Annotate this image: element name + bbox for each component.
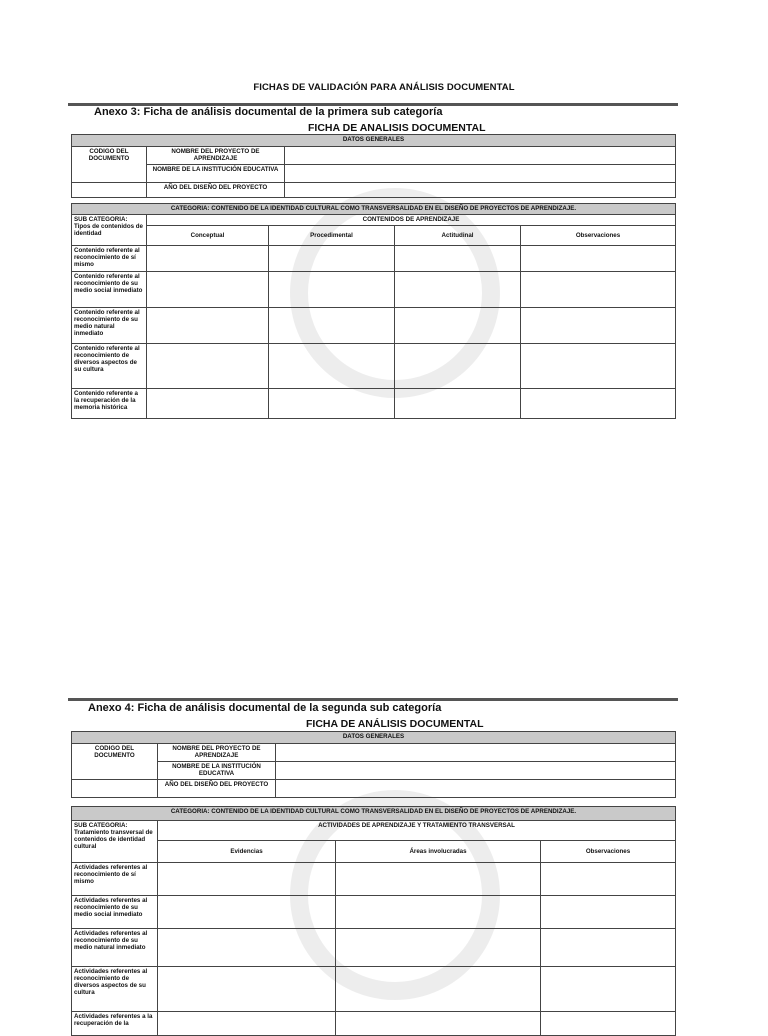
table-cell[interactable] [521, 308, 676, 344]
table-cell[interactable] [336, 967, 541, 1012]
table-cell[interactable] [395, 344, 521, 389]
annex3-title: Anexo 3: Ficha de análisis documental de la primera sub categoría [94, 106, 443, 118]
annex4-actividades-table [71, 806, 676, 1036]
row-label: Contenido referente al reconocimiento de su medio natural inmediato [72, 308, 147, 344]
row-label: Actividades referentes al reconocimiento de su medio natural inmediato [72, 929, 158, 967]
field-value[interactable] [276, 744, 676, 762]
table-cell[interactable] [269, 308, 395, 344]
table-row [72, 389, 676, 419]
table-cell[interactable] [336, 863, 541, 896]
table-cell[interactable] [158, 967, 336, 1012]
field-value[interactable] [276, 762, 676, 780]
table-cell[interactable] [147, 389, 269, 419]
annex3-contenidos-table [71, 203, 676, 419]
codigo-documento-value[interactable] [72, 780, 158, 798]
column-header-observaciones: Observaciones [521, 226, 676, 246]
table-cell[interactable] [147, 272, 269, 308]
table-cell[interactable] [269, 389, 395, 419]
annex4-ficha-title: FICHA DE ANÁLISIS DOCUMENTAL [306, 718, 484, 730]
row-label: Actividades referentes al reconocimiento de sí mismo [72, 863, 158, 896]
field-value[interactable] [276, 780, 676, 798]
datos-generales-header: DATOS GENERALES [72, 135, 676, 147]
row-label: Actividades referentes al reconocimiento de su medio social inmediato [72, 896, 158, 929]
field-label: AÑO DEL DISEÑO DEL PROYECTO [147, 183, 285, 198]
row-label: Actividades referentes al reconocimiento de diversos aspectos de su cultura [72, 967, 158, 1012]
table-cell[interactable] [336, 929, 541, 967]
actividades-header: ACTIVIDADES DE APRENDIZAJE Y TRATAMIENTO TRANSVERSAL [158, 821, 676, 841]
field-label: NOMBRE DE LA INSTITUCIÓN EDUCATIVA [147, 165, 285, 183]
field-label: NOMBRE DEL PROYECTO DE APRENDIZAJE [158, 744, 276, 762]
field-value[interactable] [285, 165, 676, 183]
categoria-header: CATEGORIA: CONTENIDO DE LA IDENTIDAD CULTURAL COMO TRANSVERSALIDAD EN EL DISEÑO DE PROYECTOS DE APRENDIZAJE. [72, 204, 676, 215]
table-row [72, 863, 676, 896]
column-header-evidencias: Evidencias [158, 841, 336, 863]
table-cell[interactable] [147, 308, 269, 344]
table-row [72, 967, 676, 1012]
table-row [72, 272, 676, 308]
table-cell[interactable] [395, 308, 521, 344]
page-title: FICHAS DE VALIDACIÓN PARA ANÁLISIS DOCUMENTAL [253, 82, 515, 93]
table-cell[interactable] [541, 929, 676, 967]
row-label: Contenido referente al reconocimiento de su medio social inmediato [72, 272, 147, 308]
codigo-documento-value[interactable] [72, 183, 147, 198]
column-header-conceptual: Conceptual [147, 226, 269, 246]
table-row [72, 344, 676, 389]
table-cell[interactable] [521, 272, 676, 308]
row-label: Contenido referente al reconocimiento de sí mismo [72, 246, 147, 272]
table-cell[interactable] [336, 896, 541, 929]
codigo-documento-label: CODIGO DEL DOCUMENTO [72, 744, 158, 780]
field-label: NOMBRE DEL PROYECTO DE APRENDIZAJE [147, 147, 285, 165]
sub-categoria-label: SUB CATEGORIA: Tratamiento transversal de contenidos de identidad cultural [72, 821, 158, 863]
table-cell[interactable] [269, 246, 395, 272]
table-cell[interactable] [541, 863, 676, 896]
table-cell[interactable] [147, 344, 269, 389]
categoria-header: CATEGORIA: CONTENIDO DE LA IDENTIDAD CULTURAL COMO TRANSVERSALIDAD EN EL DISEÑO DE PROYECTOS DE APRENDIZAJE. [72, 807, 676, 821]
field-value[interactable] [285, 183, 676, 198]
annex4-title: Anexo 4: Ficha de análisis documental de la segunda sub categoría [88, 702, 442, 714]
column-header-actitudinal: Actitudinal [395, 226, 521, 246]
contenidos-header: CONTENIDOS DE APRENDIZAJE [147, 215, 676, 226]
annex4-datos-table [71, 731, 676, 798]
table-cell[interactable] [158, 896, 336, 929]
datos-generales-header: DATOS GENERALES [72, 732, 676, 744]
table-row [72, 308, 676, 344]
sub-categoria-label: SUB CATEGORIA: Tipos de contenidos de identidad [72, 215, 147, 246]
table-cell[interactable] [147, 246, 269, 272]
table-row [72, 246, 676, 272]
table-cell[interactable] [521, 344, 676, 389]
field-value[interactable] [285, 147, 676, 165]
row-label: Contenido referente al reconocimiento de diversos aspectos de su cultura [72, 344, 147, 389]
table-cell[interactable] [395, 389, 521, 419]
table-cell[interactable] [521, 246, 676, 272]
column-header-procedimental: Procedimental [269, 226, 395, 246]
row-label: Contenido referente a la recuperación de la memoria histórica [72, 389, 147, 419]
table-cell[interactable] [395, 272, 521, 308]
column-header-areas: Áreas involucradas [336, 841, 541, 863]
table-cell[interactable] [158, 863, 336, 896]
row-label: Actividades referentes a la recuperación de la [72, 1012, 158, 1036]
table-cell[interactable] [395, 246, 521, 272]
table-cell[interactable] [541, 896, 676, 929]
table-cell[interactable] [269, 344, 395, 389]
table-cell[interactable] [158, 929, 336, 967]
annex3-datos-table [71, 134, 676, 198]
annex4-top-rule [68, 698, 678, 701]
table-cell[interactable] [269, 272, 395, 308]
column-header-observaciones: Observaciones [541, 841, 676, 863]
field-label: AÑO DEL DISEÑO DEL PROYECTO [158, 780, 276, 798]
field-label: NOMBRE DE LA INSTITUCIÓN EDUCATIVA [158, 762, 276, 780]
codigo-documento-label: CODIGO DEL DOCUMENTO [72, 147, 147, 183]
annex3-ficha-title: FICHA DE ANALISIS DOCUMENTAL [308, 122, 486, 134]
table-cell[interactable] [541, 967, 676, 1012]
table-row [72, 929, 676, 967]
table-row [72, 896, 676, 929]
table-cell[interactable] [521, 389, 676, 419]
